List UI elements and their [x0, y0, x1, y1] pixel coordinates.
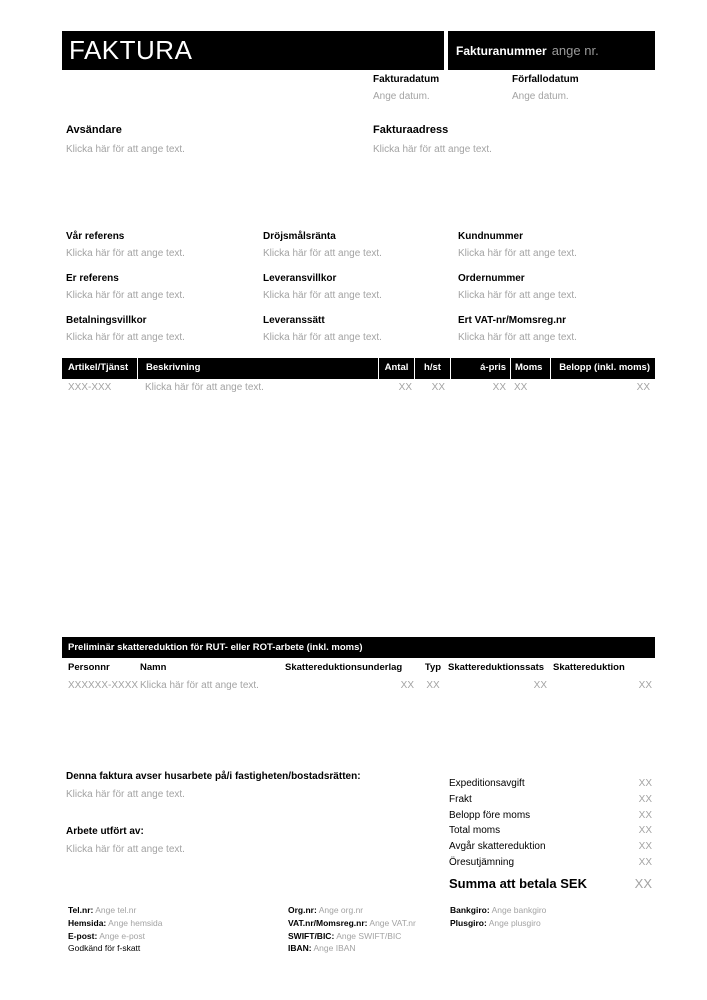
- item-unit-price-field[interactable]: XX: [492, 382, 506, 393]
- delivery-terms-cell: [263, 273, 458, 315]
- customer-number-label: Kundnummer: [458, 231, 523, 242]
- plusgiro-label: Plusgiro:: [450, 917, 487, 928]
- delivery-terms-field[interactable]: Klicka här för att ange text.: [263, 290, 382, 301]
- iban-label: IBAN:: [288, 943, 312, 954]
- total-row-rounding: [449, 857, 652, 873]
- payment-terms-label: Betalningsvillkor: [66, 315, 147, 326]
- sender-block: [66, 124, 346, 156]
- plusgiro-field[interactable]: Ange plusgiro: [488, 917, 541, 928]
- late-interest-cell: [263, 231, 458, 273]
- tax-reduction-title-bar: [62, 637, 655, 658]
- item-vat-field[interactable]: XX: [514, 382, 528, 393]
- your-reference-label: Er referens: [66, 273, 119, 284]
- our-reference-field[interactable]: Klicka här för att ange text.: [66, 248, 185, 259]
- tax-name-field[interactable]: Klicka här för att ange text.: [140, 680, 259, 691]
- footer-item: [288, 930, 416, 943]
- total-row-amount-before-vat: [449, 810, 652, 826]
- payment-terms-field[interactable]: Klicka här för att ange text.: [66, 332, 185, 343]
- order-number-field[interactable]: Klicka här för att ange text.: [458, 290, 577, 301]
- billing-address-field[interactable]: Klicka här för att ange text.: [373, 144, 492, 155]
- due-date-label: Förfallodatum: [512, 74, 579, 85]
- tax-reduction-title: Preliminär skattereduktion för RUT- eller ROT-arbete (inkl. moms): [68, 642, 363, 653]
- late-interest-label: Dröjsmålsränta: [263, 231, 336, 242]
- bankgiro-label: Bankgiro:: [450, 905, 490, 915]
- col-header-name: Namn: [140, 662, 167, 673]
- website-field[interactable]: Ange hemsida: [108, 917, 163, 928]
- item-description-field[interactable]: Klicka här för att ange text.: [145, 382, 264, 393]
- col-header-amount: Belopp (inkl. moms): [550, 358, 655, 379]
- email-field[interactable]: Ange e-post: [99, 930, 146, 941]
- footer-item: [288, 917, 416, 930]
- footer-item: [288, 942, 416, 955]
- vat-number-field[interactable]: Klicka här för att ange text.: [458, 332, 577, 343]
- freight-field[interactable]: XX: [638, 793, 652, 805]
- total-row-handling-fee: [449, 778, 652, 794]
- footer-item: [288, 904, 416, 917]
- phone-label: Tel.nr:: [68, 905, 94, 915]
- org-number-label: Org.nr:: [288, 905, 317, 915]
- footer-item: [450, 904, 546, 917]
- invoice-date-label: Fakturadatum: [373, 74, 440, 85]
- invoice-number-bar: [448, 31, 655, 70]
- total-row-total-vat: [449, 825, 652, 841]
- tax-reduction-base-field[interactable]: XX: [400, 680, 414, 691]
- item-row: [62, 382, 655, 394]
- footer-item: [68, 917, 163, 930]
- swift-bic-field[interactable]: Ange SWIFT/BIC: [336, 930, 402, 941]
- bankgiro-field[interactable]: Ange bankgiro: [491, 905, 547, 915]
- col-header-reduction-base: Skattereduktionsunderlag: [285, 662, 403, 673]
- totals-block: [449, 778, 652, 873]
- col-header-personal-number: Personnr: [68, 662, 110, 673]
- items-table-header: [62, 358, 655, 379]
- invoice-number-label: Fakturanummer: [456, 43, 547, 58]
- item-article-field[interactable]: XXX-XXX: [68, 382, 112, 393]
- col-header-type: Typ: [424, 662, 442, 673]
- item-hours-field[interactable]: XX: [431, 382, 445, 393]
- col-header-reduction-rate: Skattereduktionssats: [448, 662, 545, 673]
- tax-reduction-header: [62, 662, 655, 674]
- delivery-method-field[interactable]: Klicka här för att ange text.: [263, 332, 382, 343]
- total-vat-field[interactable]: XX: [638, 825, 652, 837]
- col-header-reduction: Skattereduktion: [553, 662, 625, 673]
- footer-item: [68, 930, 163, 943]
- invoice-title-bar: [62, 31, 444, 70]
- items-table: [62, 358, 655, 394]
- col-header-vat: Moms: [510, 358, 550, 379]
- delivery-method-cell: [263, 315, 458, 357]
- grand-total-label: Summa att betala SEK: [449, 876, 587, 891]
- billing-address-label: Fakturaadress: [373, 124, 449, 136]
- freight-label: Frakt: [449, 793, 472, 805]
- tax-deduction-label: Avgår skattereduktion: [449, 841, 546, 853]
- performed-by-field[interactable]: Klicka här för att ange text.: [66, 844, 185, 855]
- customer-number-field[interactable]: Klicka här för att ange text.: [458, 248, 577, 259]
- our-reference-label: Vår referens: [66, 231, 125, 242]
- website-label: Hemsida:: [68, 917, 107, 928]
- tax-reduction-field[interactable]: XX: [638, 680, 652, 691]
- reference-grid: [66, 231, 655, 357]
- your-reference-cell: [66, 273, 263, 315]
- our-reference-cell: [66, 231, 263, 273]
- customer-number-cell: [458, 231, 655, 273]
- phone-field[interactable]: Ange tel.nr: [95, 905, 137, 915]
- footer-registration-column: [288, 904, 416, 955]
- col-header-article: Artikel/Tjänst: [68, 362, 129, 373]
- delivery-terms-label: Leveransvillkor: [263, 273, 337, 284]
- handling-fee-label: Expeditionsavgift: [449, 778, 525, 789]
- invoice-number-field[interactable]: ange nr.: [551, 43, 599, 58]
- footer-contact-column: [68, 904, 163, 955]
- performed-by-heading: Arbete utfört av:: [66, 826, 144, 837]
- vat-reg-label: VAT.nr/Momsreg.nr:: [288, 917, 368, 928]
- col-header-hours: h/st: [414, 358, 450, 379]
- performed-by-block: [66, 826, 426, 856]
- order-number-cell: [458, 273, 655, 315]
- item-quantity-field[interactable]: XX: [398, 382, 412, 393]
- grand-total-row: [449, 876, 652, 891]
- property-heading: Denna faktura avser husarbete på/i fastigheten/bostadsrätten:: [66, 771, 361, 782]
- tax-personal-number-field[interactable]: XXXXXX-XXXX: [68, 680, 139, 691]
- footer-item: [68, 942, 163, 955]
- total-vat-label: Total moms: [449, 825, 501, 837]
- property-block: [66, 771, 426, 801]
- footer-item: [450, 917, 546, 930]
- rounding-label: Öresutjämning: [449, 856, 515, 868]
- invoice-date-field[interactable]: Ange datum.: [373, 91, 430, 102]
- order-number-label: Ordernummer: [458, 273, 525, 284]
- page-title: FAKTURA: [69, 35, 193, 65]
- tax-reduction-row: [62, 680, 655, 692]
- billing-address-block: [373, 124, 653, 156]
- sender-label: Avsändare: [66, 124, 122, 136]
- grand-total-field[interactable]: XX: [634, 876, 652, 891]
- vat-number-label: Ert VAT-nr/Momsreg.nr: [458, 315, 566, 326]
- tax-deduction-field[interactable]: XX: [638, 841, 652, 853]
- item-amount-field[interactable]: XX: [636, 382, 650, 393]
- footer-banking-column: [450, 904, 546, 930]
- f-tax-approved-label: Godkänd för f-skatt: [68, 943, 141, 954]
- delivery-method-label: Leveranssätt: [263, 315, 325, 326]
- amount-before-vat-label: Belopp före moms: [449, 809, 531, 821]
- vat-reg-field[interactable]: Ange VAT.nr: [369, 917, 416, 928]
- invoice-date-block: [373, 74, 503, 103]
- handling-fee-field[interactable]: XX: [638, 778, 652, 789]
- org-number-field[interactable]: Ange org.nr: [318, 905, 364, 915]
- email-label: E-post:: [68, 930, 98, 941]
- total-row-freight: [449, 794, 652, 810]
- tax-reduction-rate-field[interactable]: XX: [533, 680, 547, 691]
- col-header-description: Beskrivning: [137, 358, 378, 379]
- vat-number-cell: [458, 315, 655, 357]
- your-reference-field[interactable]: Klicka här för att ange text.: [66, 290, 185, 301]
- col-header-quantity: Antal: [378, 358, 414, 379]
- rounding-field[interactable]: XX: [638, 856, 652, 868]
- footer-item: [68, 904, 163, 917]
- iban-field[interactable]: Ange IBAN: [313, 943, 356, 954]
- late-interest-field[interactable]: Klicka här för att ange text.: [263, 248, 382, 259]
- col-header-unit-price: á-pris: [450, 358, 510, 379]
- property-field[interactable]: Klicka här för att ange text.: [66, 789, 185, 800]
- amount-before-vat-field[interactable]: XX: [638, 809, 652, 821]
- tax-type-field[interactable]: XX: [426, 680, 440, 691]
- payment-terms-cell: [66, 315, 263, 357]
- sender-field[interactable]: Klicka här för att ange text.: [66, 144, 185, 155]
- due-date-field[interactable]: Ange datum.: [512, 91, 569, 102]
- due-date-block: [512, 74, 642, 103]
- total-row-tax-deduction: [449, 841, 652, 857]
- swift-bic-label: SWIFT/BIC:: [288, 930, 335, 941]
